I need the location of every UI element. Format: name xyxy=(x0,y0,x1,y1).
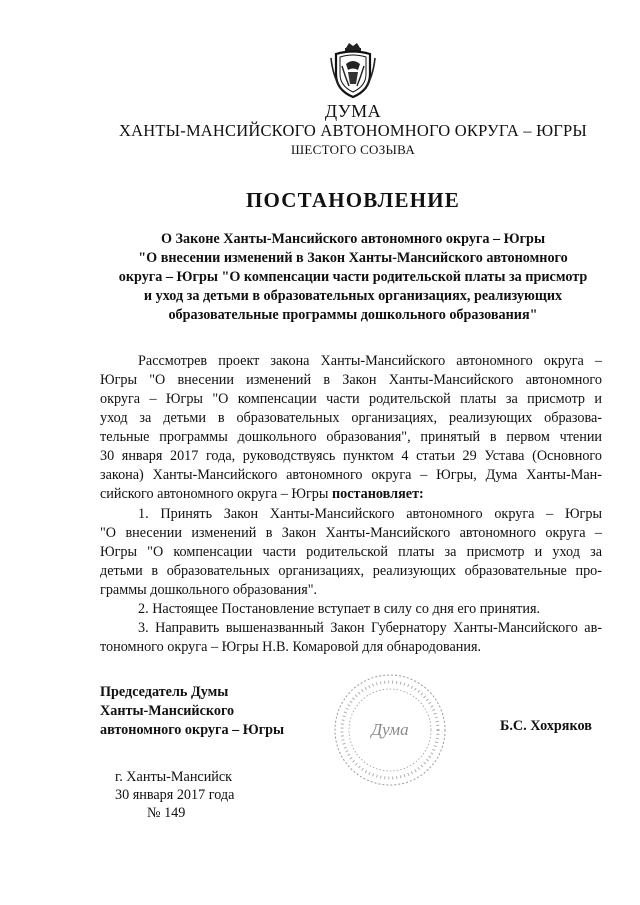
resolves-keyword: постановляет: xyxy=(331,486,424,502)
resolution-items xyxy=(100,505,602,657)
text-line: граммы дошкольного образования". xyxy=(100,582,318,598)
resolution-item-1: 1. Принять Закон Ханты-Мансийского автономного округа – Югры xyxy=(138,506,602,522)
subject-line: О Законе Ханты-Мансийского автономного округа – Югры xyxy=(160,231,546,247)
document-type-title: ПОСТАНОВЛЕНИЕ xyxy=(245,188,461,212)
document-number: № 149 xyxy=(147,805,186,821)
resolution-item-2: 2. Настоящее Постановление вступает в силу со дня его принятия. xyxy=(138,601,541,617)
signer-title-line: автономного округа – Югры xyxy=(100,722,285,738)
resolution-item-3: 3. Направить вышеназванный Закон Губернатору Ханты-Мансийского ав- xyxy=(138,620,602,636)
text-line: округа – Югры "О компенсации части родительской платы за присмотр и xyxy=(100,391,602,407)
signer-title-line: Председатель Думы xyxy=(100,684,229,700)
signer-name: Б.С. Хохряков xyxy=(500,718,592,734)
subject-line: образовательные программы дошкольного образования" xyxy=(168,307,538,323)
text-line: тономного округа – Югры Н.В. Комаровой для обнародования. xyxy=(100,639,482,655)
text-line: тельные программы дошкольного образования", принятый в первом чтении xyxy=(100,429,602,445)
subject-line: и уход за детьми в образовательных организациях, реализующих xyxy=(143,288,563,304)
text-line: "О внесении изменений в Закон Ханты-Мансийского автономного округа – xyxy=(100,525,602,541)
signer-title-line: Ханты-Мансийского xyxy=(100,703,235,719)
text-line: детьми в образовательных организациях, реализующих образовательные про- xyxy=(100,563,602,579)
signer-title xyxy=(100,683,284,740)
text-line: закона) Ханты-Мансийского автономного округа – Югры, Дума Ханты-Ман- xyxy=(100,467,602,483)
header-region: ХАНТЫ-МАНСИЙСКОГО АВТОНОМНОГО ОКРУГА – ЮГРЫ xyxy=(119,121,587,140)
place-date-number xyxy=(115,768,234,822)
coat-of-arms-emblem xyxy=(328,40,378,100)
text-line: Югры "О внесении изменений в Закон Ханты-Мансийского автономного xyxy=(100,372,602,388)
subject-line: "О внесении изменений в Закон Ханты-Мансийского автономного xyxy=(138,250,568,266)
document-subject xyxy=(80,230,626,325)
document-date: 30 января 2017 года xyxy=(115,787,235,803)
preamble-paragraph xyxy=(100,352,602,504)
text-line xyxy=(100,485,602,504)
text-line: уход за детьми в образовательных организациях, реализующих образова- xyxy=(100,410,602,426)
stamp-text: Дума xyxy=(371,720,409,739)
place-city: г. Ханты-Мансийск xyxy=(115,769,233,785)
subject-line: округа – Югры "О компенсации части родительской платы за присмотр xyxy=(118,269,588,285)
official-seal-stamp xyxy=(330,670,450,790)
text-line-start: сийского автономного округа – Югры xyxy=(100,486,332,502)
text-line: Рассмотрев проект закона Ханты-Мансийского автономного округа – xyxy=(138,353,602,369)
header-duma: ДУМА xyxy=(324,101,382,121)
text-line: 30 января 2017 года, руководствуясь пунктом 4 статьи 29 Устава (Основного xyxy=(100,448,602,464)
header-convocation: ШЕСТОГО СОЗЫВА xyxy=(290,142,416,157)
text-line: Югры "О компенсации части родительской платы за присмотр и уход за xyxy=(100,544,602,560)
